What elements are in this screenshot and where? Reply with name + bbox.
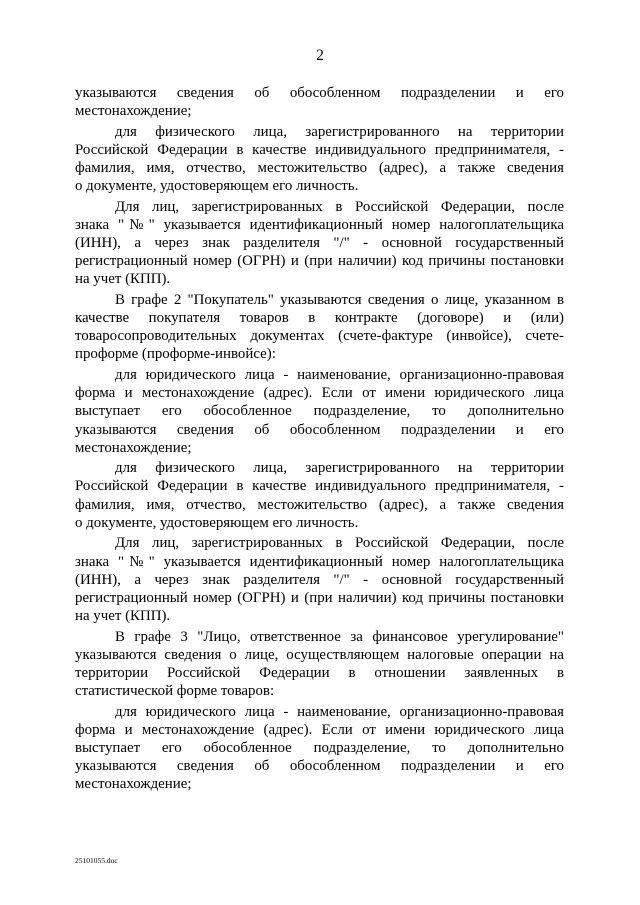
text-line: для юридического лица - наименование, организационно-правовая [115, 367, 564, 384]
text-line: Для лиц, зарегистрированных в Российской Федерации, после [115, 198, 564, 215]
text-line: местонахождение; [75, 776, 192, 793]
text-line: (ИНН), а через знак разделителя "/" - основной государственный [75, 571, 564, 588]
text-line: указываются сведения об обособленном подразделении и его [75, 85, 564, 101]
text-line: проформе (проформе-инвойсе): [75, 346, 276, 363]
text-line: форма и местонахождение (адрес). Если от имени юридического лица [75, 385, 564, 402]
footer-filename: 25101055.doc [75, 856, 118, 865]
text-line: Для лиц, зарегистрированных в Российской Федерации, после [115, 535, 564, 552]
text-line: указываются сведения об обособленном подразделении и его [75, 758, 564, 775]
text-line: Российской Федерации в качестве индивидуального предпринимателя, - [75, 141, 564, 158]
text-line: местонахождение; [75, 439, 192, 456]
text-line: фамилия, имя, отчество, местожительство (адрес), а также сведения [75, 160, 564, 177]
text-line: местонахождение; [75, 103, 192, 120]
text-line: фамилия, имя, отчество, местожительство (адрес), а также сведения [75, 496, 564, 513]
text-line: указываются сведения об обособленном подразделении и его [75, 421, 564, 438]
text-line: выступает его обособленное подразделение, то дополнительно [75, 403, 564, 420]
text-line: выступает его обособленное подразделение, то дополнительно [75, 739, 564, 756]
document-body [75, 84, 564, 793]
text-line: (ИНН), а через знак разделителя "/" - основной государственный [75, 235, 564, 252]
text-line: для физического лица, зарегистрированного на территории [115, 123, 564, 140]
text-line: для физического лица, зарегистрированного на территории [115, 460, 564, 477]
text-line: регистрационный номер (ОГРН) и (при наличии) код причины постановки [75, 589, 564, 606]
text-line: регистрационный номер (ОГРН) и (при наличии) код причины постановки [75, 253, 564, 270]
text-line: на учет (КПП). [75, 607, 171, 624]
text-line: В графе 3 "Лицо, ответственное за финансовое урегулирование" [115, 628, 564, 645]
text-line: о документе, удостоверяющем его личность. [75, 514, 359, 531]
text-line: на учет (КПП). [75, 271, 171, 288]
text-line: В графе 2 "Покупатель" указываются сведения о лице, указанном в [115, 292, 564, 309]
page-number: 2 [316, 47, 324, 64]
text-line: качестве покупателя товаров в контракте (договоре) и (или) [75, 310, 564, 327]
text-line: указываются сведения о лице, осуществляющем налоговые операции на [75, 646, 564, 663]
text-line: форма и местонахождение (адрес). Если от имени юридического лица [75, 721, 564, 738]
text-line: статистической форме товаров: [75, 683, 275, 699]
text-line: товаросопроводительных документах (счете-фактуре (инвойсе), счете- [75, 328, 564, 345]
text-line: для юридического лица - наименование, организационно-правовая [115, 703, 564, 720]
text-line: о документе, удостоверяющем его личность. [75, 178, 359, 195]
text-line: знака "№" указывается идентификационный номер налогоплательщика [75, 553, 564, 570]
text-line: территории Российской Федерации в отношении заявленных в [75, 664, 564, 681]
text-line: знака "№" указывается идентификационный номер налогоплательщика [75, 216, 564, 233]
text-line: Российской Федерации в качестве индивидуального предпринимателя, - [75, 478, 564, 495]
